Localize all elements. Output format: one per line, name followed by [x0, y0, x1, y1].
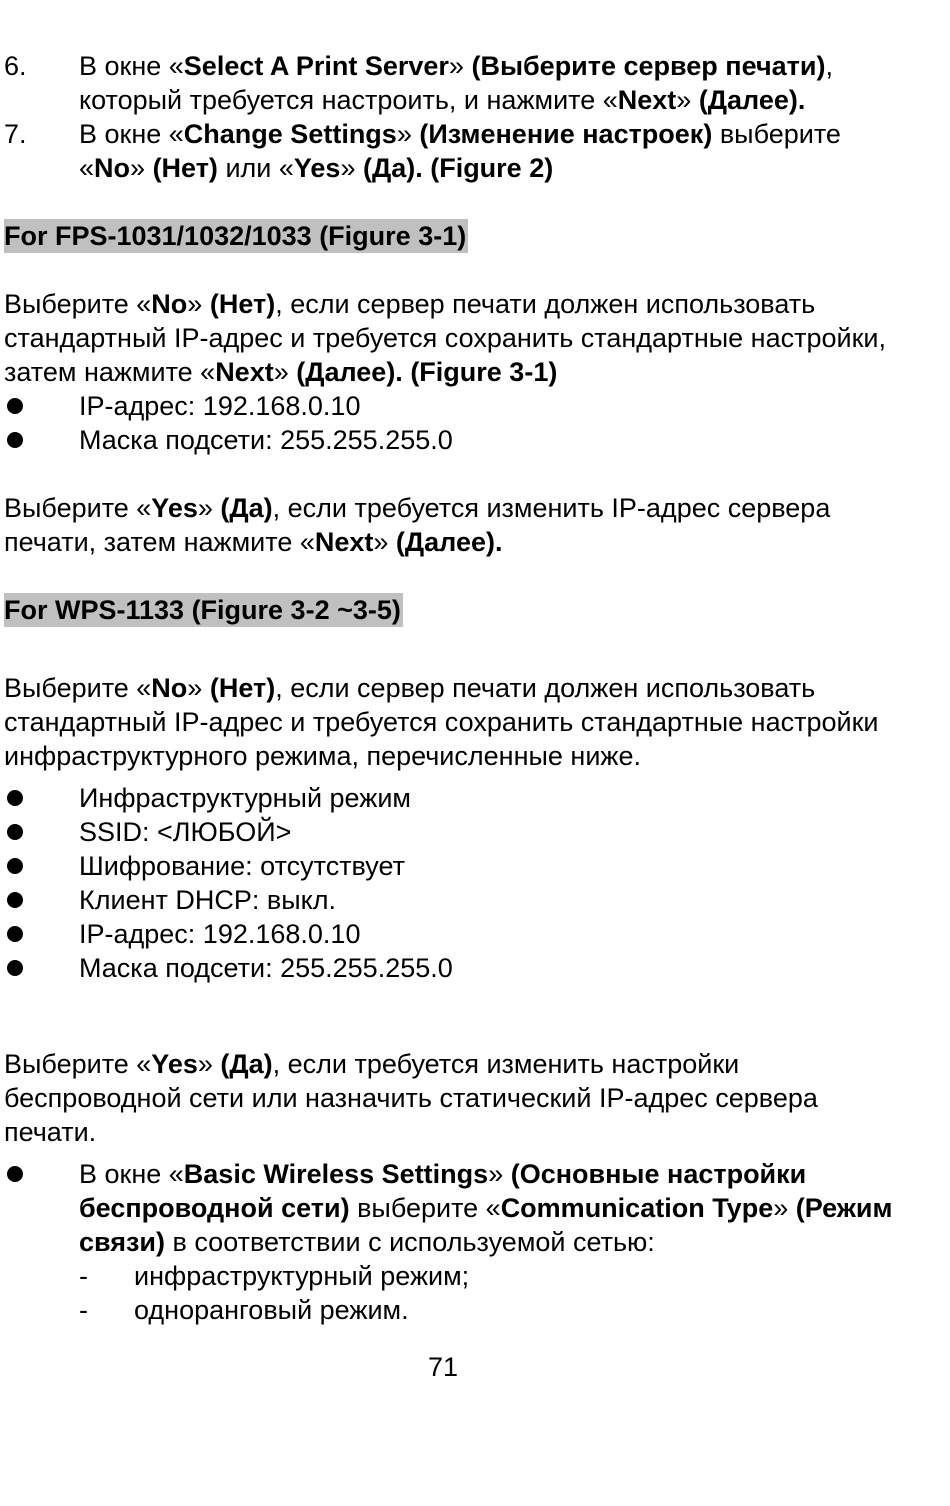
list-item: Инфраструктурный режим [4, 781, 904, 815]
list-item: Клиент DHCP: выкл. [4, 883, 904, 917]
paragraph-wps-no: Выберите «No» (Нет), если сервер печати должен использовать стандартный IP-адрес и требуется сохранить стандартные настройки инфраструктурного режима, перечисленные ниже. [4, 673, 879, 771]
list-item: IP-адрес: 192.168.0.10 [4, 917, 904, 951]
paragraph-fps-no: Выберите «No» (Нет), если сервер печати должен использовать стандартный IP-адрес и требуется сохранить стандартные настройки, затем нажмите «Next» (Далее). (Figure 3-1) [4, 289, 886, 387]
bullet-icon [7, 398, 23, 414]
bullet-icon [7, 892, 23, 908]
step-7: 7. В окне «Change Settings» (Изменение настроек) выберите «No» (Нет) или «Yes» (Да). (Figure 2) [4, 119, 841, 183]
page-number: 71 [427, 1352, 459, 1382]
section-heading-wps [4, 593, 904, 627]
step-number: 7. [4, 119, 27, 149]
list-item: IP-адрес: 192.168.0.10 [4, 389, 904, 423]
section-heading-fps [4, 219, 904, 253]
bullet-icon [7, 1166, 23, 1182]
bullet-icon [7, 858, 23, 874]
list-item: - инфраструктурный режим; [79, 1261, 470, 1291]
list-item: Шифрование: отсутствует [4, 849, 904, 883]
list-item: Маска подсети: 255.255.255.0 [4, 951, 904, 985]
list-item: - одноранговый режим. [79, 1295, 409, 1325]
step-number: 6. [4, 51, 27, 81]
paragraph-fps-yes: Выберите «Yes» (Да), если требуется изменить IP-адрес сервера печати, затем нажмите «Next» (Далее). [4, 493, 831, 557]
list-item: SSID: <ЛЮБОЙ> [4, 815, 904, 849]
bullet-icon [7, 926, 23, 942]
document-page [4, 49, 904, 1327]
section-heading-text: For FPS-1031/1032/1033 (Figure 3-1) [4, 221, 467, 251]
bullet-icon [7, 960, 23, 976]
step-6: 6. В окне «Select A Print Server» (Выберите сервер печати), который требуется настроить, и нажмите «Next» (Далее). [4, 51, 833, 115]
paragraph-wps-yes: Выберите «Yes» (Да), если требуется изменить настройки беспроводной сети или назначить статический IP-адрес сервера печати. [4, 1049, 818, 1147]
dash-marker: - [79, 1261, 88, 1291]
dash-list-modes [4, 1259, 904, 1327]
list-item: В окне «Basic Wireless Settings» (Основные настройки беспроводной сети) выберите «Communication Type» (Режим связи) в соответствии с используемой сетью: [4, 1157, 904, 1259]
bullet-icon [7, 824, 23, 840]
bullet-list-wireless [4, 1157, 904, 1259]
bullet-list-wps-defaults [4, 781, 904, 985]
dash-marker: - [79, 1295, 88, 1325]
bullet-icon [7, 790, 23, 806]
bullet-list-fps-defaults [4, 389, 904, 457]
list-item: Маска подсети: 255.255.255.0 [4, 423, 904, 457]
section-heading-text: For WPS-1133 (Figure 3-2 ~3-5) [4, 595, 401, 625]
bullet-icon [7, 432, 23, 448]
